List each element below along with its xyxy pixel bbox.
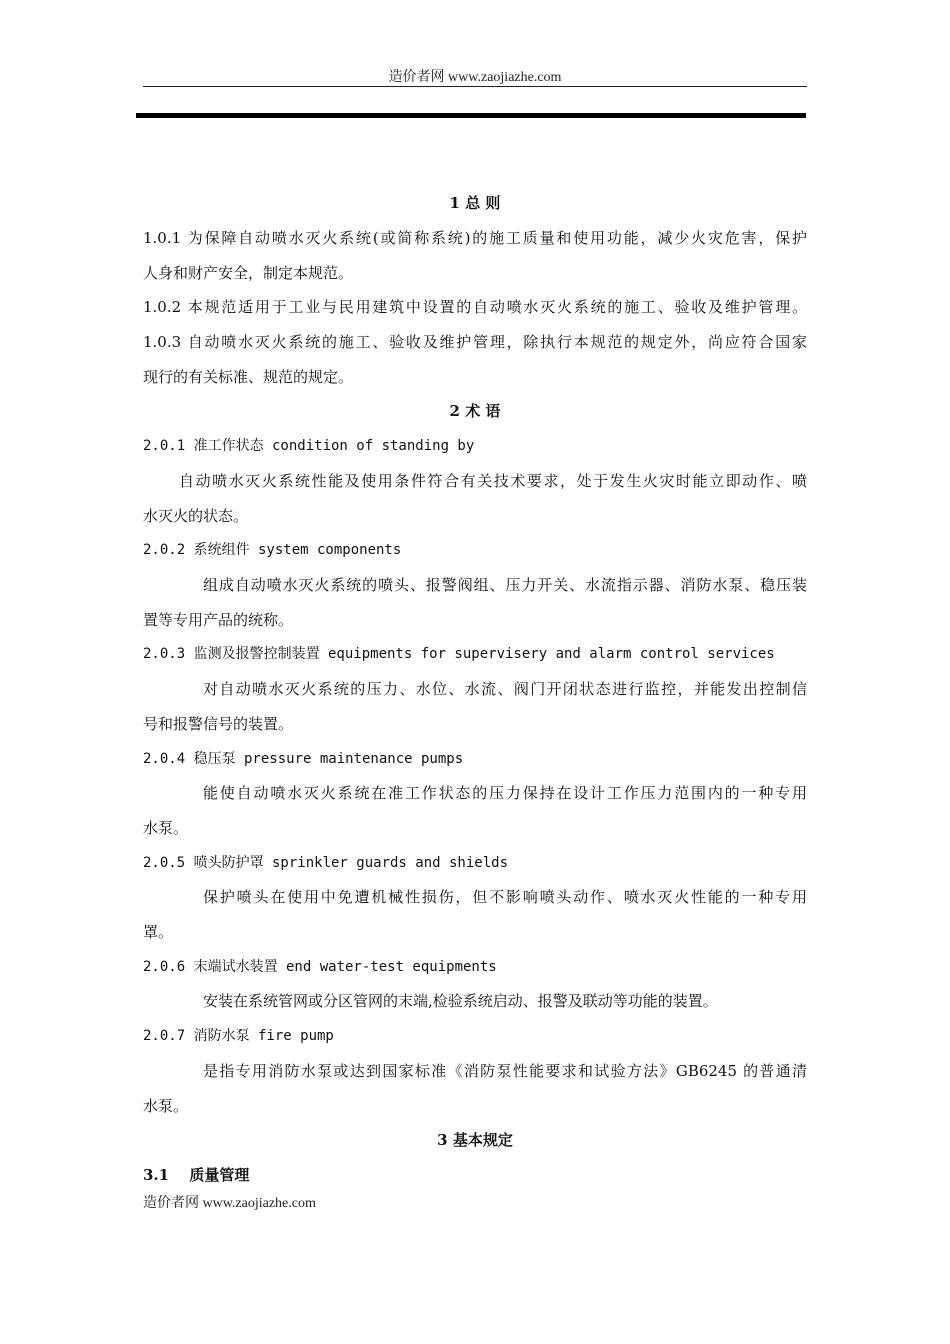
term-2-0-2: 2.0.2 系统组件 system components [143,542,402,558]
clause-1-0-1: 1.0.1 为保障自动喷水灭火系统(或简称系统)的施工质量和使用功能，减少火灾危害，保护 [143,229,807,247]
term-2-0-6: 2.0.6 末端试水装置 end water-test equipments [143,959,497,975]
term-2-0-3-def: 对自动喷水灭火系统的压力、水位、水流、阀门开闭状态进行监控，并能发出控制信 [203,680,807,698]
term-2-0-5-def-cont: 罩。 [143,923,174,941]
term-2-0-5: 2.0.5 喷头防护罩 sprinkler guards and shields [143,855,509,871]
term-2-0-1-def: 自动喷水灭火系统性能及使用条件符合有关技术要求，处于发生火灾时能立即动作、喷 [179,472,807,490]
clause-1-0-1-cont: 人身和财产安全，制定本规范。 [143,264,354,282]
section-3-title: 3 基本规定 [437,1131,513,1149]
term-2-0-4-def-cont: 水泵。 [143,819,189,837]
term-2-0-7: 2.0.7 消防水泵 fire pump [143,1028,334,1044]
term-2-0-7-def: 是指专用消防水泵或达到国家标准《消防泵性能要求和试验方法》GB6245 的普通清 [203,1062,807,1080]
section-1-title: 1 总 则 [449,194,501,212]
term-2-0-3-def-cont: 号和报警信号的装置。 [143,715,294,733]
header-rule-thick [136,113,806,118]
term-2-0-2-def: 组成自动喷水灭火系统的喷头、报警阀组、压力开关、水流指示器、消防水泵、稳压装 [203,576,807,594]
term-2-0-1-def-cont: 水灭火的状态。 [143,507,249,525]
term-2-0-4-def: 能使自动喷水灭火系统在准工作状态的压力保持在设计工作压力范围内的一种专用 [203,784,807,802]
term-2-0-2-def-cont: 置等专用产品的统称。 [143,611,294,629]
section-2-title: 2 术 语 [449,402,501,420]
clause-1-0-2: 1.0.2 本规范适用于工业与民用建筑中设置的自动喷水灭火系统的施工、验收及维护管理。 [143,298,807,316]
term-2-0-5-def: 保护喷头在使用中免遭机械性损伤，但不影响喷头动作、喷水灭火性能的一种专用 [203,888,807,906]
term-2-0-6-def: 安装在系统管网或分区管网的末端,检验系统启动、报警及联动等功能的装置。 [203,992,718,1010]
clause-1-0-3-cont: 现行的有关标准、规范的规定。 [143,368,354,386]
page-footer: 造价者网 www.zaojiazhe.com [143,1196,316,1211]
clause-1-0-3: 1.0.3 自动喷水灭火系统的施工、验收及维护管理，除执行本规范的规定外，尚应符合国家 [143,333,807,351]
header-rule-thin [143,86,807,87]
term-2-0-1: 2.0.1 准工作状态 condition of standing by [143,438,475,454]
section-3-1-title: 3.1 质量管理 [143,1166,250,1184]
term-2-0-7-def-cont: 水泵。 [143,1097,189,1115]
page-header: 造价者网 www.zaojiazhe.com [388,70,562,85]
term-2-0-3: 2.0.3 监测及报警控制装置 equipments for supervisery and alarm control services [143,646,775,662]
term-2-0-4: 2.0.4 稳压泵 pressure maintenance pumps [143,751,464,767]
